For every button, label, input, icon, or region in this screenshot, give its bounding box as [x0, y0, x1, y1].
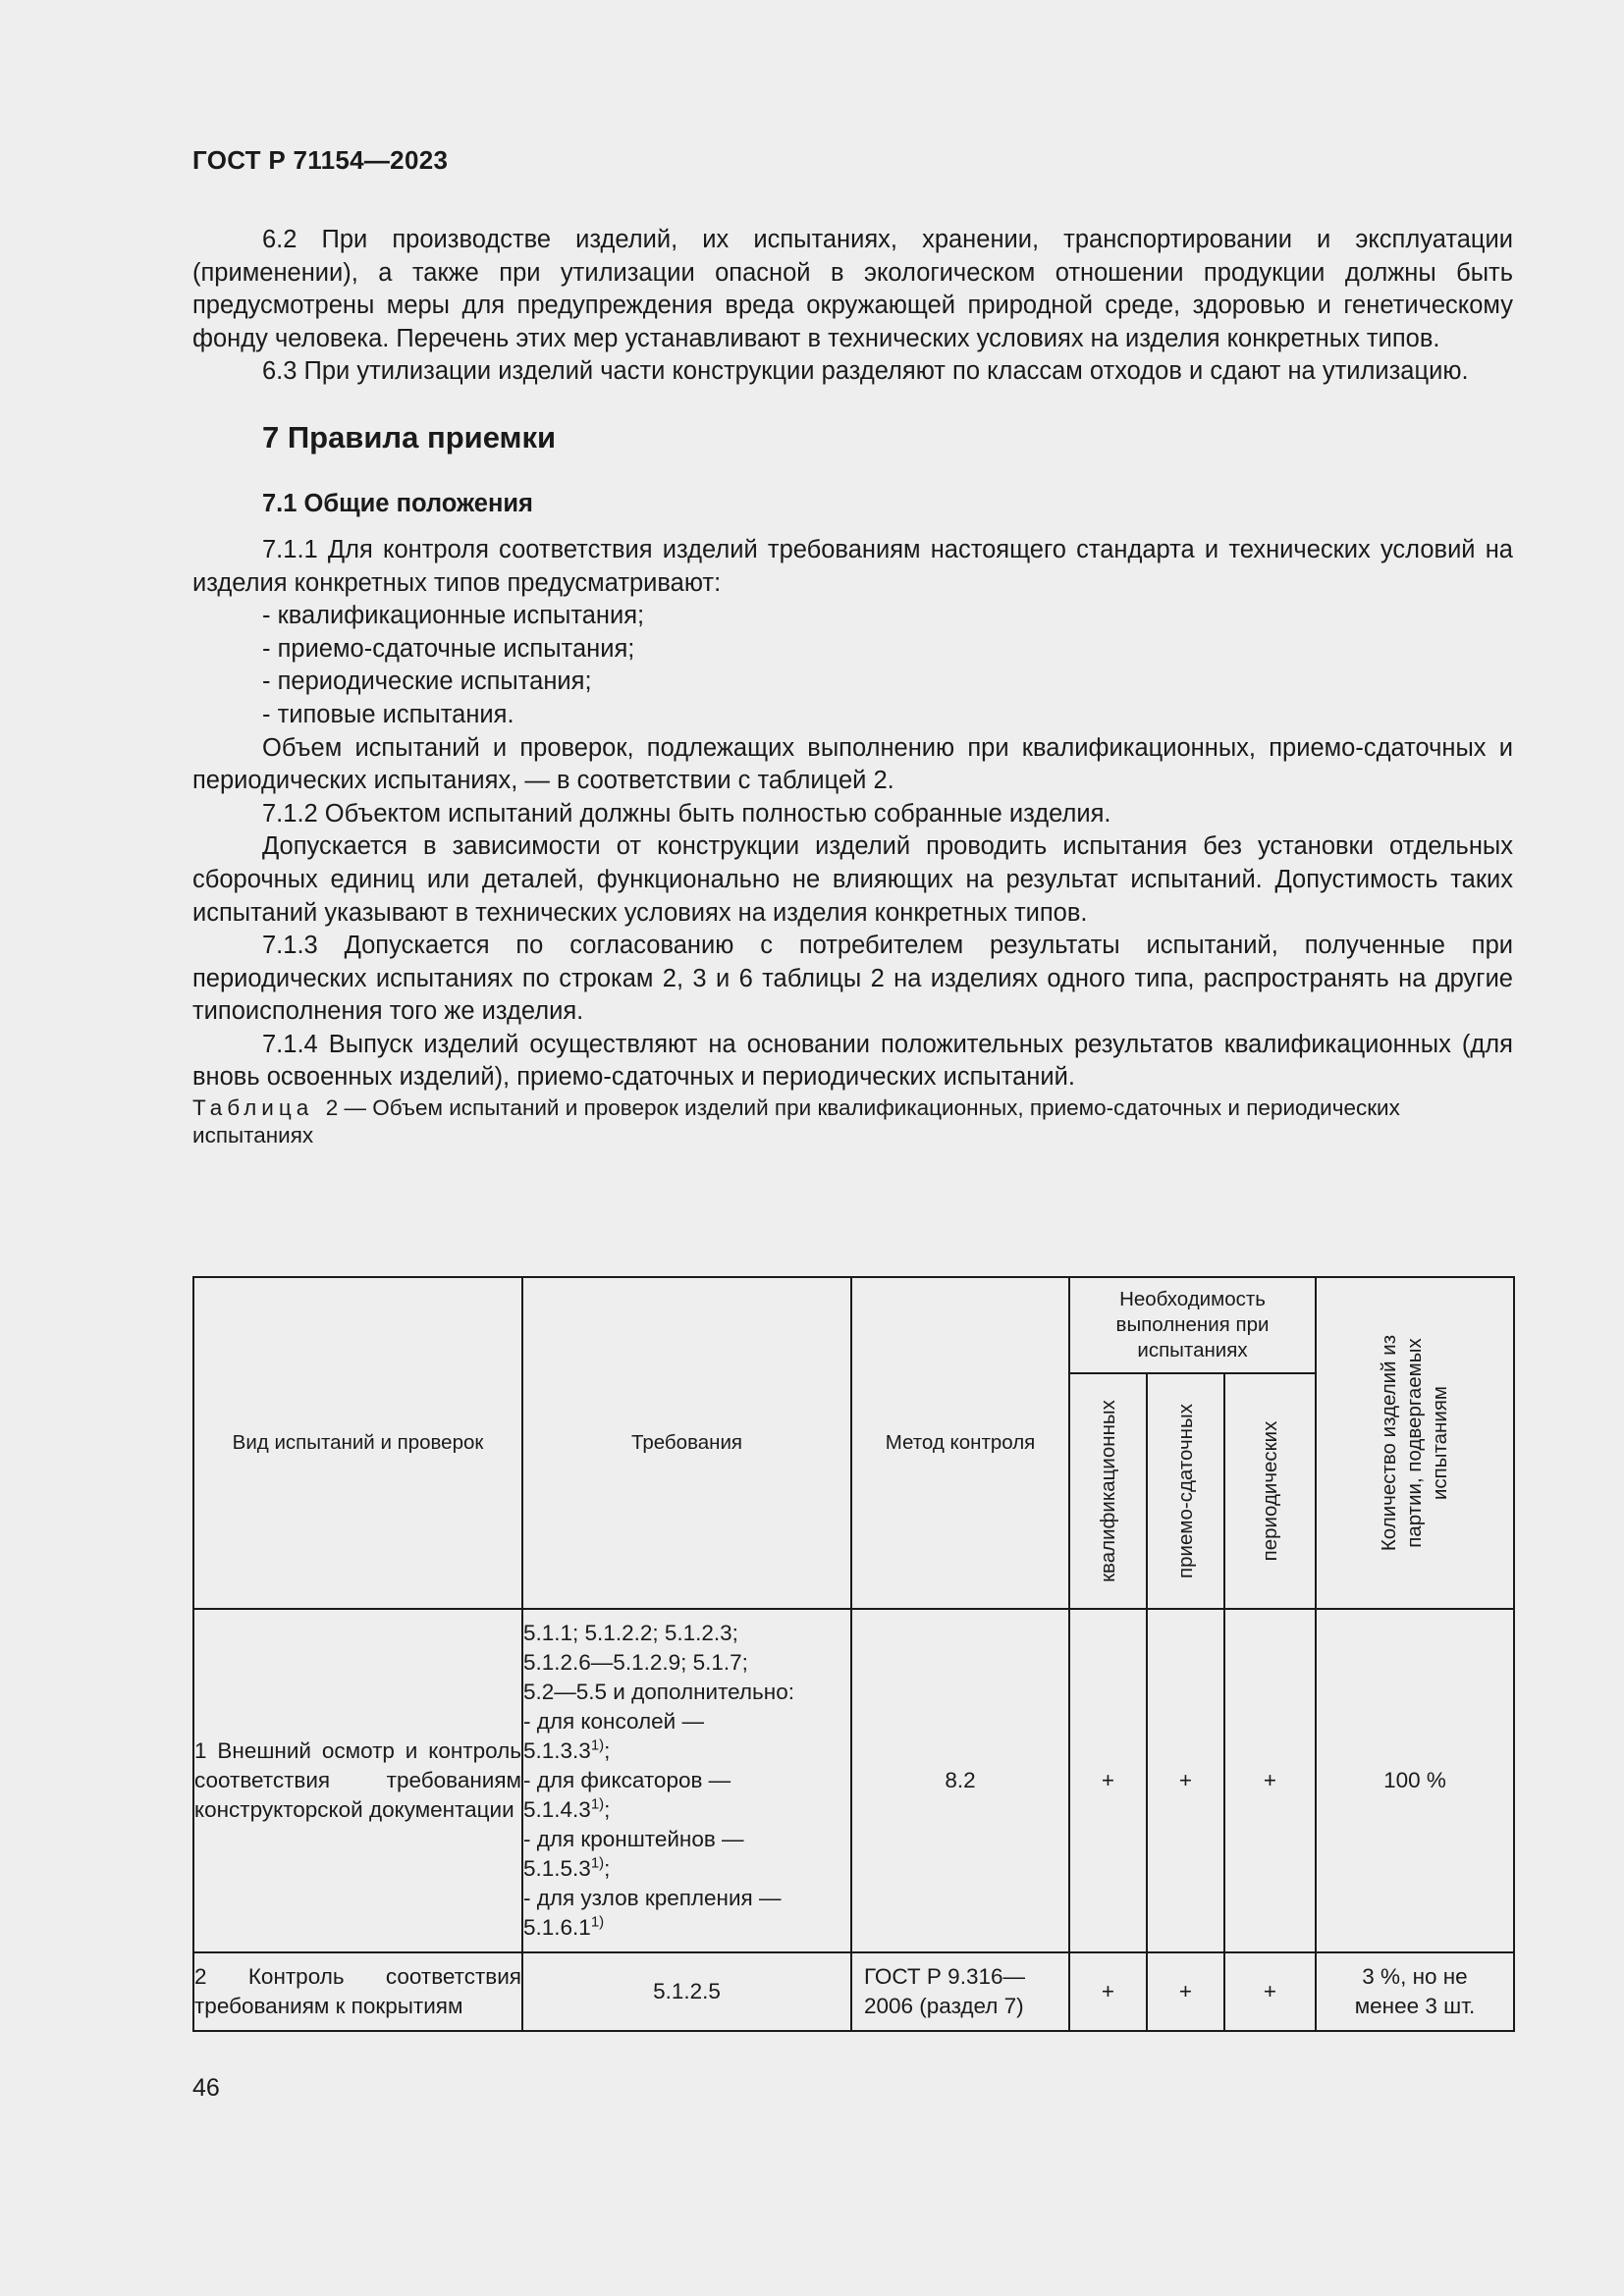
header-requirements: Требования — [522, 1277, 851, 1609]
paragraph-volume: Объем испытаний и проверок, подлежащих выполнению при квалификационных, приемо-сдаточных и периодических испытаниях, — в соответствии с таблицей 2. — [192, 733, 1513, 795]
header-method: Метод контроля — [851, 1277, 1069, 1609]
cell-type: 1 Внешний осмотр и контроль соответствия требованиям конструкторской документации — [193, 1609, 522, 1952]
document-code: ГОСТ Р 71154—2023 — [192, 145, 449, 175]
list-item: - приемо-сдаточные испытания; — [262, 634, 635, 663]
table-row — [193, 1952, 1514, 2031]
document-page — [192, 0, 1513, 2296]
header-type: Вид испытаний и проверок — [193, 1277, 522, 1609]
paragraph-allowed: Допускается в зависимости от конструкции изделий проводить испытания без установки отдельных сборочных единиц или деталей, функционально не влияющих на результат испытаний. Допустимость таких испытаний указывают в технических условиях на изделия конкретных типов. — [192, 832, 1513, 927]
paragraph-7-1-1: 7.1.1 Для контроля соответствия изделий требованиям настоящего стандарта и технических условий на изделия конкретных типов предусматривают: — [192, 535, 1513, 597]
header-quantity — [1316, 1277, 1514, 1609]
list-item: - типовые испытания. — [262, 700, 514, 728]
list-item: - периодические испытания; — [262, 667, 592, 696]
section-7-heading: 7 Правила приемки — [262, 419, 557, 454]
table-2 — [192, 1276, 1515, 2032]
paragraph-7-1-4: 7.1.4 Выпуск изделий осуществляют на основании положительных результатов квалификационных (для вновь освоенных изделий), приемо-сдаточных и периодических испытаний. — [192, 1030, 1513, 1092]
cell-qualification: + — [1069, 1609, 1147, 1952]
table-row — [193, 1609, 1514, 1952]
cell-qualification: + — [1069, 1952, 1147, 2031]
cell-acceptance: + — [1147, 1952, 1224, 2031]
paragraph-7-1-2: 7.1.2 Объектом испытаний должны быть полностью собранные изделия. — [262, 799, 1111, 828]
paragraph-6-3: 6.3 При утилизации изделий части конструкции разделяют по классам отходов и сдают на утилизацию. — [262, 357, 1469, 386]
paragraph-7-1-3: 7.1.3 Допускается по согласованию с потребителем результаты испытаний, полученные при периодических испытаниях по строкам 2, 3 и 6 таблицы 2 на изделиях одного типа, распространять на другие типоисполнения того же изделия. — [192, 932, 1513, 1026]
cell-method: 8.2 — [851, 1609, 1069, 1952]
header-necessity: Необходимость выполнения при испытаниях — [1069, 1277, 1316, 1373]
header-qualification: квалификационных — [1069, 1373, 1147, 1609]
table-caption-text: 2 — Объем испытаний и проверок изделий при квалификационных, приемо-сдаточных и периодических испытаниях — [192, 1095, 1400, 1148]
table-caption — [192, 1095, 1513, 1149]
cell-periodic: + — [1224, 1952, 1316, 2031]
table-caption-label: Таблица — [192, 1095, 314, 1121]
header-periodic: периодических — [1224, 1373, 1316, 1609]
page-number: 46 — [192, 2074, 220, 2102]
document-body — [192, 224, 1513, 1149]
cell-requirements: 5.1.2.5 — [522, 1952, 851, 2031]
cell-requirements: 5.1.1; 5.1.2.2; 5.1.2.3; 5.1.2.6—5.1.2.9; 5.1.7; 5.2—5.5 и дополнительно: - для консолей — 5.1.3.3$^{1)}$; - для фиксаторов — 5.1.4.3$^{1)}$; - для кронштейнов — 5.1.5.3$^{1)}$; - для узлов крепления — 5.1.6.1$^{1)}$ — [522, 1609, 851, 1952]
cell-quantity: 100 % — [1316, 1609, 1514, 1952]
paragraph-6-2: 6.2 При производстве изделий, их испытаниях, хранении, транспортировании и эксплуатации (применении), а также при утилизации опасной в экологическом отношении продукции должны быть предусмотрены меры для предупреждения вреда окружающей природной среде, здоровью и генетическому фонду человека. Перечень этих мер устанавливают в технических условиях на изделия конкретных типов. — [192, 226, 1513, 352]
cell-acceptance: + — [1147, 1609, 1224, 1952]
cell-quantity: 3 %, но не менее 3 шт. — [1316, 1952, 1514, 2031]
header-acceptance: приемо-сдаточных — [1147, 1373, 1224, 1609]
cell-method: ГОСТ Р 9.316— 2006 (раздел 7) — [851, 1952, 1069, 2031]
header-quantity-text: Количество изделий из партии, подвергаемых испытаниям — [1378, 1334, 1451, 1552]
section-7-1-heading: 7.1 Общие положения — [262, 489, 533, 517]
cell-periodic: + — [1224, 1609, 1316, 1952]
list-item: - квалификационные испытания; — [262, 602, 645, 630]
cell-type: 2 Контроль соответствия требованиям к покрытиям — [193, 1952, 522, 2031]
